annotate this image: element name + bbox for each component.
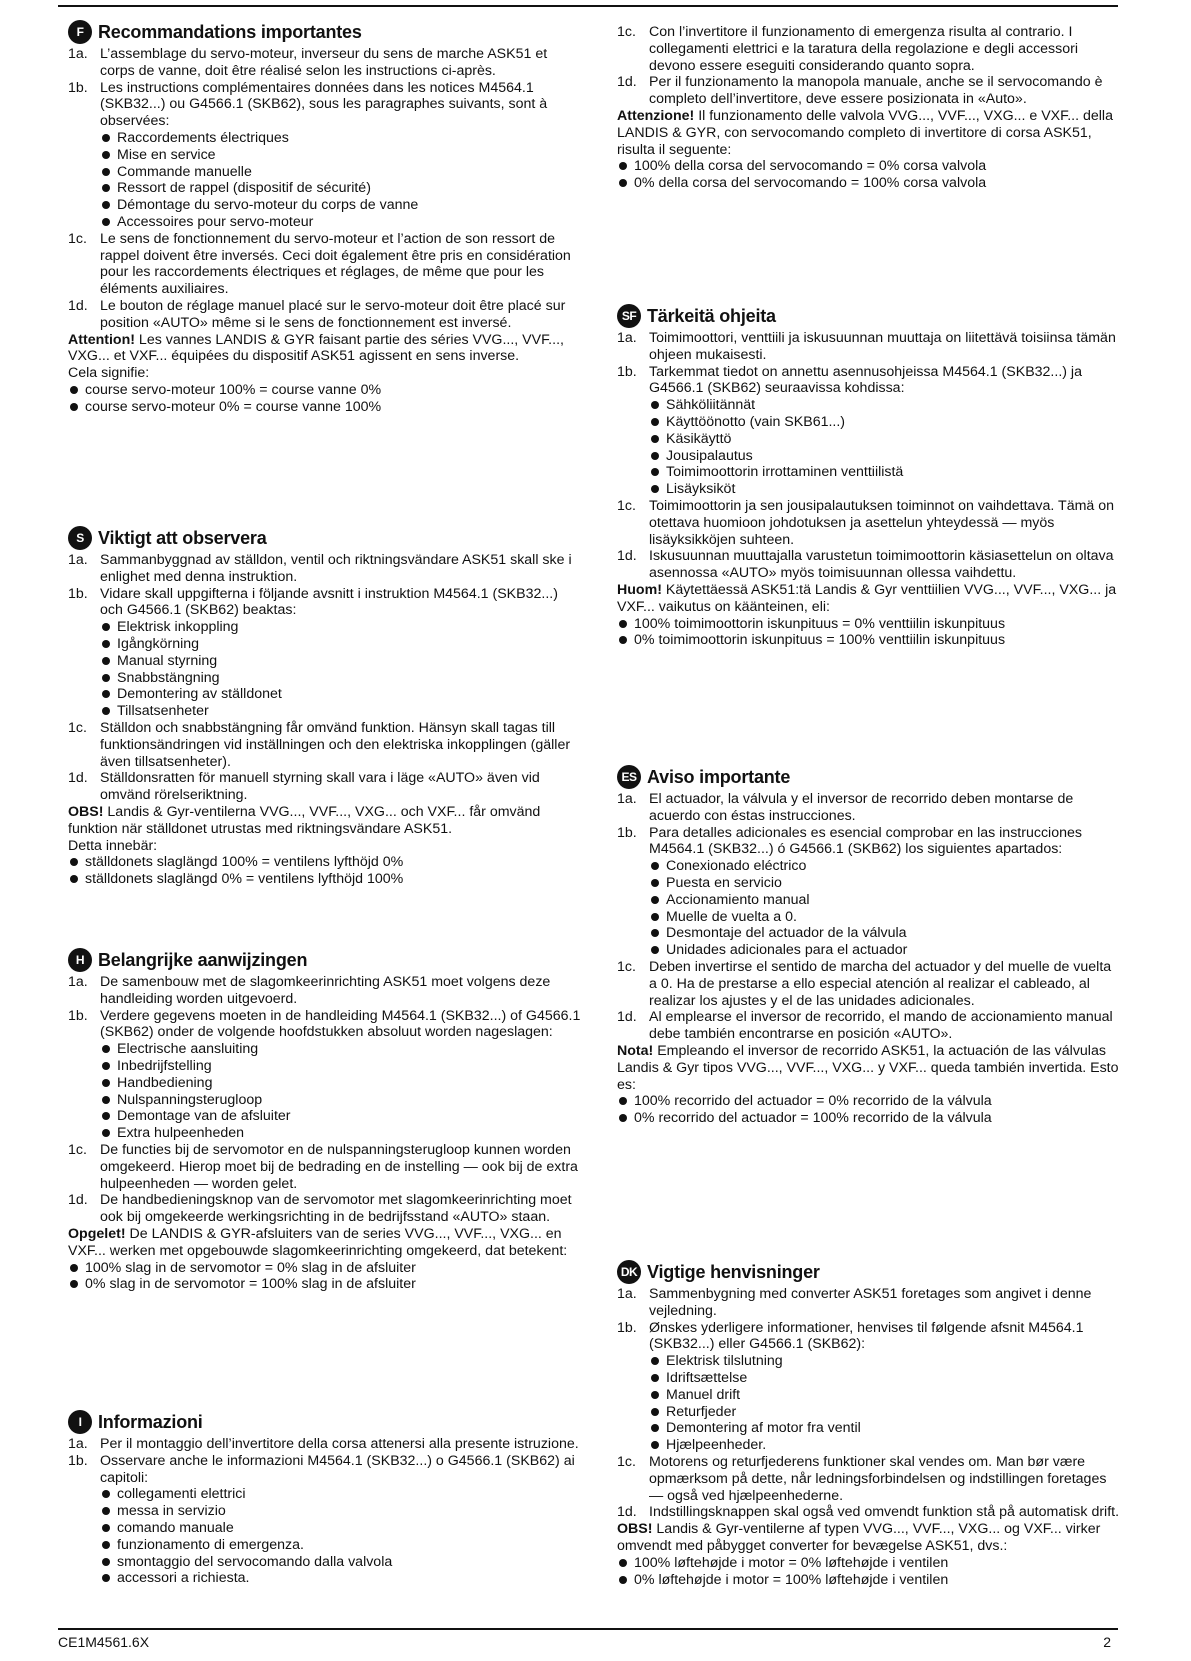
list-item: Ressort de rappel (dispositif de sécurité) [100,180,583,197]
list-item: Desmontaje del actuador de la válvula [649,925,1122,942]
list-item: Jousipalautus [649,448,1122,465]
list-item: messa in servizio [100,1503,583,1520]
list-item: funzionamento di emergenza. [100,1537,583,1554]
section-title: Aviso importante [647,767,791,787]
list-item: accessori a richiesta. [100,1570,583,1587]
list-item: Käsikäyttö [649,431,1122,448]
section-italian-continued [617,24,1122,192]
instruction-item: 1b. Les instructions complémentaires données dans les notices M4564.1 (SKB32...) ou G4566.1 (SKB62), sous les paragraphes suivants, sont à observées: [68,79,548,130]
list-item: Tillsatsenheter [100,703,583,720]
result-line: 100% recorrido del actuador = 0% recorrido de la válvula [617,1093,1122,1110]
document-id: CE1M4561.6X [58,1634,150,1650]
result-line: 0% slag in de servomotor = 100% slag in de afsluiter [68,1276,583,1293]
result-line: 0% løftehøjde i motor = 100% løftehøjde i ventilen [617,1572,1122,1589]
instruction-item: 1d. Ställdonsratten för manuell styrning skall vara i läge «AUTO» även vid omvänd rörelseriktning. [68,770,540,804]
instruction-item: 1b. Verdere gegevens moeten in de handleiding M4564.1 (SKB32...) of G4566.1 (SKB62) onder de volgende hoofdstukken absoluut worden nageslagen: [68,1007,581,1041]
language-badge: S [68,526,92,550]
list-item: collegamenti elettrici [100,1486,583,1503]
instruction-item: 1c. Con l’invertitore il funzionamento di emergenza risulta al contrario. I collegamenti elettrici e la taratura della regolazione e degli accessori devono essere eseguiti considerando quanto sopra. [617,24,1079,74]
list-item: comando manuale [100,1520,583,1537]
note-extra: Detta innebär: [68,837,158,854]
list-item: Lisäyksiköt [649,481,1122,498]
instruction-item: 1a. Sammanbyggnad av ställdon, ventil och riktningsvändare ASK51 skall ske i enlighet med denna instruktion. [68,552,572,585]
list-item: Mise en service [100,147,583,164]
section-swedish [68,526,583,888]
instruction-item: 1c. Toimimoottorin ja sen jousipalautuksen toiminnot on vaihdettava. Tämä on otettava huomioon johdotuksen ja asettelun yhteydessä — myös lisäyksikköjen suhteen. [617,497,1115,548]
result-line: 100% løftehøjde i motor = 0% løftehøjde i ventilen [617,1555,1122,1572]
list-item: Elektrisk inkoppling [100,619,583,636]
instruction-item: 1b. Ønskes yderligere informationer, henvises til følgende afsnit M4564.1 (SKB32...) eller G4566.1 (SKB62): [617,1319,1084,1353]
instruction-item: 1b. Osservare anche le informazioni M4564.1 (SKB32...) o G4566.1 (SKB62) ai capitoli: [68,1452,575,1486]
section-dutch [68,948,583,1293]
result-line: 0% toimimoottorin iskunpituus = 100% venttiilin iskunpituus [617,632,1122,649]
section-title: Belangrijke aanwijzingen [98,950,308,970]
result-line: 0% recorrido del actuador = 100% recorrido de la válvula [617,1110,1122,1127]
result-line: 0% della corsa del servocomando = 100% corsa valvola [617,175,1122,192]
note: OBS! Landis & Gyr-ventilerna VVG..., VVF..., VXG... och VXF... får omvänd funktion när ställdonet utrustas med riktningsvändare ASK51. [68,803,541,837]
instruction-item: 1d. Indstillingsknappen skal også ved omvendt funktion stå på automatisk drift. [617,1504,1120,1521]
list-item: Handbediening [100,1075,583,1092]
instruction-item: 1d. Iskusuunnan muuttajalla varustetun toimimoottorin käsiasettelun on oltava asennossa «AUTO» myös toimisuunnan ollessa vaihdettu. [617,548,1114,582]
note: Attention! Les vannes LANDIS & GYR faisant partie des séries VVG..., VVF..., VXG... et VXF... équipées du dispositif ASK51 agissent en sens inverse. [68,331,564,365]
section-title: Viktigt att observera [98,528,267,548]
list-item: Elektrisk tilslutning [649,1353,1122,1370]
result-line: ställdonets slaglängd 0% = ventilens lyfthöjd 100% [68,871,583,888]
list-item: Electrische aansluiting [100,1041,583,1058]
list-item: Puesta en servicio [649,875,1122,892]
instruction-item: 1b. Tarkemmat tiedot on annettu asennusohjeissa M4564.1 (SKB32...) ja G4566.1 (SKB62) seuraavissa kohdissa: [617,363,1082,397]
list-item: smontaggio del servocomando dalla valvola [100,1554,583,1571]
list-item: Igångkörning [100,636,583,653]
result-line: ställdonets slaglängd 100% = ventilens lyfthöjd 0% [68,854,583,871]
instruction-item: 1a. L’assemblage du servo-moteur, inverseur du sens de marche ASK51 et corps de vanne, doit être réalisé selon les instructions ci-après. [68,46,548,79]
instruction-item: 1c. Ställdon och snabbstängning får omvänd funktion. Hänsyn skall tagas till funktionsändringen vid inställningen och den elektriska inkopplingen (gäller även tillsatsenheter). [68,719,571,770]
result-line: course servo-moteur 0% = course vanne 100% [68,399,583,416]
language-badge: I [68,1410,92,1434]
note-extra: Cela signifie: [68,365,150,382]
section-italian [68,1410,583,1587]
section-finnish [617,304,1122,649]
page-number: 2 [1103,1634,1111,1650]
list-item: Demontage van de afsluiter [100,1108,583,1125]
list-item: Sähköliitännät [649,397,1122,414]
language-badge: SF [617,304,641,328]
instruction-item: 1a. Sammenbygning med converter ASK51 foretages som angivet i denne vejledning. [617,1286,1092,1319]
instruction-item: 1c. Deben invertirse el sentido de marcha del actuador y del muelle de vuelta a 0. Ha de prestarse a ello especial atención al realizar el cableado, al realizar los ajustes y el de las unidades adicionales. [617,958,1112,1009]
instruction-item: 1a. De samenbouw met de slagomkeerinrichting ASK51 moet volgens deze handleiding worden uitgevoerd. [68,974,551,1007]
note: Nota! Empleando el inversor de recorrido ASK51, la actuación de las válvulas Landis & Gyr tipos VVG..., VVF..., VXG... y VXF... queda también invertida. Esto es: [617,1042,1119,1093]
section-spanish [617,765,1122,1127]
section-french [68,20,583,416]
section-danish [617,1260,1122,1588]
section-title: Vigtige henvisninger [647,1262,820,1282]
instruction-item: 1b. Vidare skall uppgifterna i följande avsnitt i instruktion M4564.1 (SKB32...) och G4566.1 (SKB62) beaktas: [68,585,558,619]
list-item: Toimimoottorin irrottaminen venttiilistä [649,464,1122,481]
list-item: Extra hulpeenheden [100,1125,583,1142]
result-line: 100% della corsa del servocomando = 0% corsa valvola [617,158,1122,175]
list-item: Manual styrning [100,653,583,670]
result-line: 100% toimimoottorin iskunpituus = 0% venttiilin iskunpituus [617,616,1122,633]
list-item: Accionamiento manual [649,892,1122,909]
list-item: Demontering af motor fra ventil [649,1420,1122,1437]
list-item: Manuel drift [649,1387,1122,1404]
result-line: 100% slag in de servomotor = 0% slag in de afsluiter [68,1260,583,1277]
note: Opgelet! De LANDIS & GYR-afsluiters van de series VVG..., VVF..., VXG... en VXF... werken met opgebouwde slagomkeerinrichting omgekeerd, dat betekent: [68,1225,568,1259]
instruction-item: 1c. Le sens de fonctionnement du servo-moteur et l’action de son ressort de rappel doivent être inversés. Ceci doit également être pris en considération pour les raccordements électriques et réglages, de même que pour les éléments auxiliaires. [68,230,571,298]
instruction-item: 1d. De handbedieningsknop van de servomotor met slagomkeerinrichting moet ook bij omgekeerde werkingsrichting in de bedrijfsstand «AUTO» staan. [68,1192,572,1226]
instruction-item: 1c. De functies bij de servomotor en de nulspanningsterugloop kunnen worden omgekeerd. Hierop moet bij de bedrading en de instelling — ook bij de extra hulpeenheden — worden gelet. [68,1141,578,1192]
list-item: Returfjeder [649,1404,1122,1421]
instruction-item: 1d. Per il funzionamento la manopola manuale, anche se il servocomando è completo dell’invertitore, deve essere posizionata in «Auto». [617,74,1103,108]
instruction-item: 1d. Le bouton de réglage manuel placé sur le servo-moteur doit être placé sur position «AUTO» même si le sens de fonctionnement est inversé. [68,297,566,331]
list-item: Unidades adicionales para el actuador [649,942,1122,959]
instruction-item: 1b. Para detalles adicionales es esencial comprobar en las instrucciones M4564.1 (SKB32...) ó G4566.1 (SKB62) los siguientes apartados: [617,824,1082,858]
list-item: Démontage du servo-moteur du corps de vanne [100,197,583,214]
language-badge: F [68,20,92,44]
list-item: Conexionado eléctrico [649,858,1122,875]
section-title: Informazioni [98,1412,203,1432]
list-item: Snabbstängning [100,670,583,687]
top-rule [58,5,1118,7]
list-item: Muelle de vuelta a 0. [649,909,1122,926]
language-badge: ES [617,765,641,789]
list-item: Nulspanningsterugloop [100,1092,583,1109]
instruction-item: 1a. Per il montaggio dell’invertitore della corsa attenersi alla presente istruzione. [68,1436,579,1452]
section-title: Tärkeitä ohjeita [647,306,776,326]
instruction-item: 1a. Toimimoottori, venttiili ja iskusuunnan muuttaja on liitettävä toisiinsa tämän ohjeen mukaisesti. [617,330,1116,363]
list-item: Käyttöönotto (vain SKB61...) [649,414,1122,431]
section-title: Recommandations importantes [98,22,362,42]
list-item: Idriftsættelse [649,1370,1122,1387]
result-line: course servo-moteur 100% = course vanne 0% [68,382,583,399]
list-item: Demontering av ställdonet [100,686,583,703]
list-item: Commande manuelle [100,164,583,181]
bottom-rule [58,1628,1118,1630]
list-item: Raccordements électriques [100,130,583,147]
language-badge: DK [617,1260,641,1284]
language-badge: H [68,948,92,972]
note: Huom! Käytettäessä ASK51:tä Landis & Gyr venttiilien VVG..., VVF..., VXG... ja VXF... vaikutus on käänteinen, eli: [617,581,1117,615]
list-item: Accessoires pour servo-moteur [100,214,583,231]
list-item: Inbedrijfstelling [100,1058,583,1075]
note: OBS! Landis & Gyr-ventilerne af typen VVG..., VVF..., VXG... og VXF... virker omvendt med påbygget converter for bevægelse ASK51, dvs.: [617,1521,1101,1554]
note: Attenzione! Il funzionamento delle valvola VVG..., VVF..., VXG... e VXF... della LANDIS & GYR, con servocomando completo di invertitore di corsa ASK51, risulta il seguente: [617,107,1113,158]
instruction-item: 1d. Al emplearse el inversor de recorrido, el mando de accionamiento manual debe también encontrarse en posición «AUTO». [617,1009,1113,1043]
instruction-item: 1a. El actuador, la válvula y el inversor de recorrido deben montarse de acuerdo con éstas instrucciones. [617,791,1074,824]
list-item: Hjælpeenheder. [649,1437,1122,1454]
instruction-item: 1c. Motorens og returfjederens funktioner skal vendes om. Man bør være opmærksom på dette, når ledningsforbindelsen og indstillingen foretages — også ved hjælpeenhederne. [617,1453,1107,1504]
